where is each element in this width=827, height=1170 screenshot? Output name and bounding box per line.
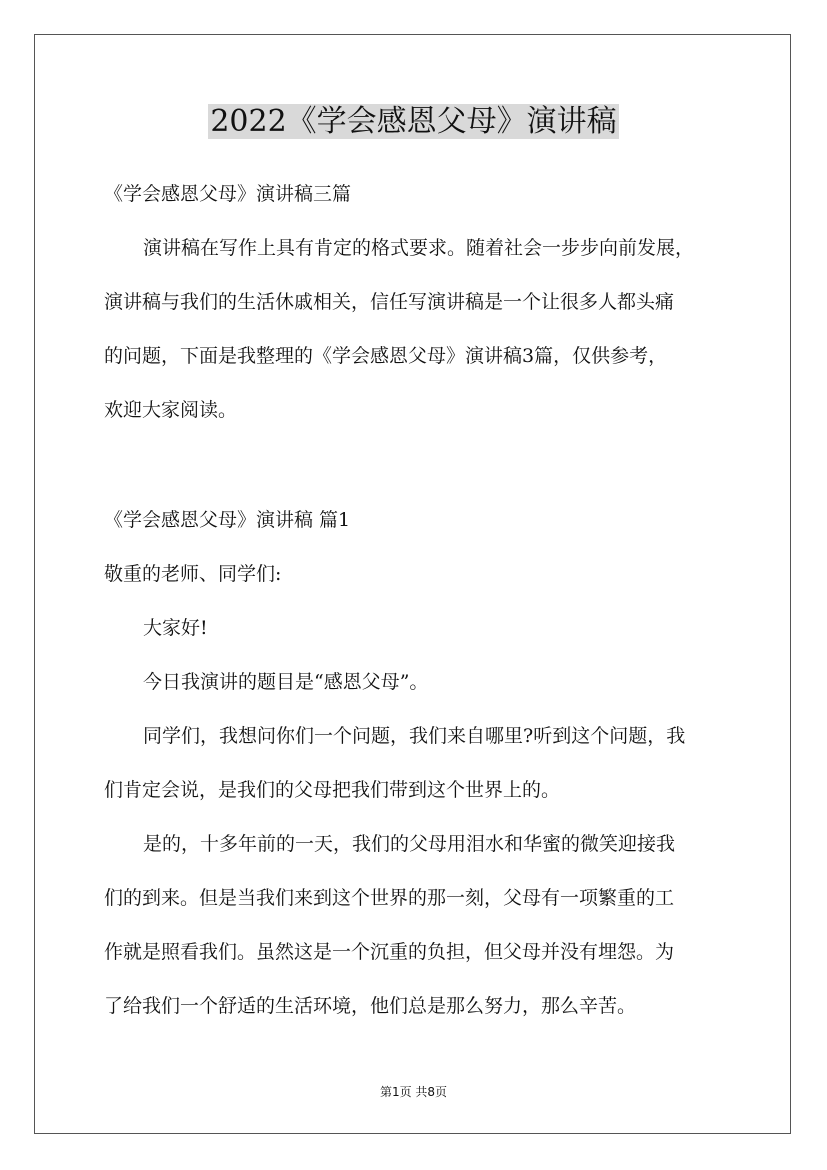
intro-line-4: 欢迎大家阅读。 — [104, 399, 238, 421]
para1-line-1: 同学们，我想问你们一个问题，我们来自哪里?听到这个问题，我 — [143, 725, 686, 747]
page-footer: 第1页 共8页 — [379, 1085, 448, 1099]
intro-line-2: 演讲稿与我们的生活休戚相关，信任写演讲稿是一个让很多人都头痛 — [104, 291, 675, 313]
para2-line-3: 作就是照看我们。虽然这是一个沉重的负担，但父母并没有埋怨。为 — [104, 941, 675, 963]
intro-line-3: 的问题，下面是我整理的《学会感恩父母》演讲稿3篇，仅供参考， — [104, 345, 668, 367]
para2-line-4: 了给我们一个舒适的生活环境，他们总是那么努力，那么辛苦。 — [104, 995, 637, 1017]
title-text: 2022《学会感恩父母》演讲稿 — [210, 104, 617, 139]
para2-line-2: 们的到来。但是当我们来到这个世界的那一刻，父母有一项繁重的工 — [104, 887, 675, 909]
para1-line-2: 们肯定会说，是我们的父母把我们带到这个世界上的。 — [104, 779, 561, 801]
document-title — [0, 100, 827, 144]
greeting: 大家好! — [143, 617, 208, 639]
subtitle: 《学会感恩父母》演讲稿三篇 — [104, 183, 352, 205]
salutation: 敬重的老师、同学们: — [104, 563, 282, 585]
intro-line-1: 演讲稿在写作上具有肯定的格式要求。随着社会一步步向前发展， — [143, 237, 695, 259]
section-heading: 《学会感恩父母》演讲稿 篇1 — [104, 509, 351, 531]
topic-line: 今日我演讲的题目是“感恩父母”。 — [143, 671, 429, 693]
para2-line-1: 是的，十多年前的一天，我们的父母用泪水和华蜜的微笑迎接我 — [143, 833, 676, 855]
